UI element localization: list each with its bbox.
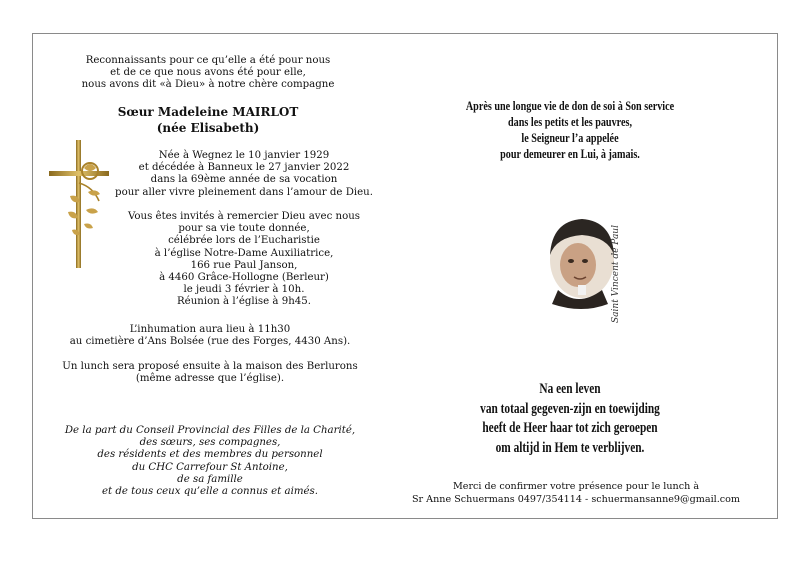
french-quote-line: dans les petits et les pauvres,: [508, 115, 632, 129]
mass-line: à 4460 Grâce-Hollogne (Berleur): [159, 272, 329, 284]
signature-line: du CHC Carrefour St Antoine,: [132, 461, 288, 473]
mass-line: célébrée lors de l’Eucharistie: [168, 235, 320, 247]
intro-text: [58, 55, 358, 92]
life-line: et décédée à Banneux le 27 janvier 2022: [138, 162, 350, 174]
lunch-line: Un lunch sera proposé ensuite à la maison des Berlurons: [62, 361, 358, 372]
lunch-text: [60, 361, 360, 385]
signature-line: des sœurs, ses compagnes,: [139, 437, 281, 449]
french-quote-line: pour demeurer en Lui, à jamais.: [500, 147, 640, 161]
name-block: [58, 104, 358, 136]
burial-text: [60, 324, 360, 348]
intro-line: nous avons dit «à Dieu» à notre chère compagne: [81, 79, 335, 91]
french-quote: [447, 98, 693, 162]
life-line: pour aller vivre pleinement dans l’amour de Dieu.: [115, 186, 373, 198]
french-quote-line: le Seigneur l’a appelée: [521, 131, 619, 145]
burial-line: au cimetière d’Ans Bolsée (rue des Forges, 4430 Ans).: [69, 336, 351, 348]
lunch-line: (même adresse que l’église).: [135, 373, 285, 385]
birth-name: (née Elisabeth): [156, 121, 260, 135]
life-text: [112, 150, 376, 199]
deceased-name: Sœur Madeleine MAIRLOT: [117, 105, 299, 119]
rsvp-footer: [408, 481, 744, 506]
dutch-quote-line: Na een leven: [539, 381, 601, 397]
intro-line: Reconnaissants pour ce qu’elle a été pour nous: [85, 55, 331, 66]
signature-line: de sa famille: [177, 473, 243, 485]
burial-line: L’inhumation aura lieu à 11h30: [129, 324, 291, 335]
dutch-quote-line: heeft de Heer haar tot zich geroepen: [482, 420, 658, 436]
mass-line: Réunion à l’église à 9h45.: [177, 296, 311, 308]
mass-line: le jeudi 3 février à 10h.: [183, 284, 305, 296]
mass-text: [112, 211, 376, 309]
dutch-quote-line: van totaal gegeven-zijn en toewijding: [480, 400, 660, 417]
signature-line: et de tous ceux qu’elle a connus et aimés.: [102, 486, 318, 498]
life-line: Née à Wegnez le 10 janvier 1929: [158, 150, 330, 161]
cross-with-rose-icon: [46, 138, 112, 270]
mass-line: à l’église Notre-Dame Auxiliatrice,: [154, 247, 334, 259]
mass-line: pour sa vie toute donnée,: [178, 223, 310, 235]
intro-line: et de ce que nous avons été pour elle,: [110, 67, 306, 79]
signature-line: De la part du Conseil Provincial des Filles de la Charité,: [64, 425, 356, 436]
life-line: dans la 69ème année de sa vocation: [150, 174, 338, 186]
portrait-caption: Saint Vincent de Paul: [611, 225, 621, 323]
rsvp-contact: Sr Anne Schuermans 0497/354114 - schuermansanne9@gmail.com: [411, 493, 741, 505]
rsvp-line: Merci de confirmer votre présence pour le lunch à: [452, 481, 700, 492]
dutch-quote-line: om altijd in Hem te verblijven.: [495, 439, 645, 456]
signature-text: [60, 425, 360, 498]
dutch-quote: [450, 380, 690, 458]
mass-line: Vous êtes invités à remercier Dieu avec nous: [127, 211, 361, 222]
signature-line: des résidents et des membres du personnel: [97, 449, 323, 461]
mass-line: 166 rue Paul Janson,: [190, 259, 298, 271]
french-quote-line: Après une longue vie de don de soi à Son service: [465, 99, 675, 113]
portrait-image: [540, 205, 630, 330]
